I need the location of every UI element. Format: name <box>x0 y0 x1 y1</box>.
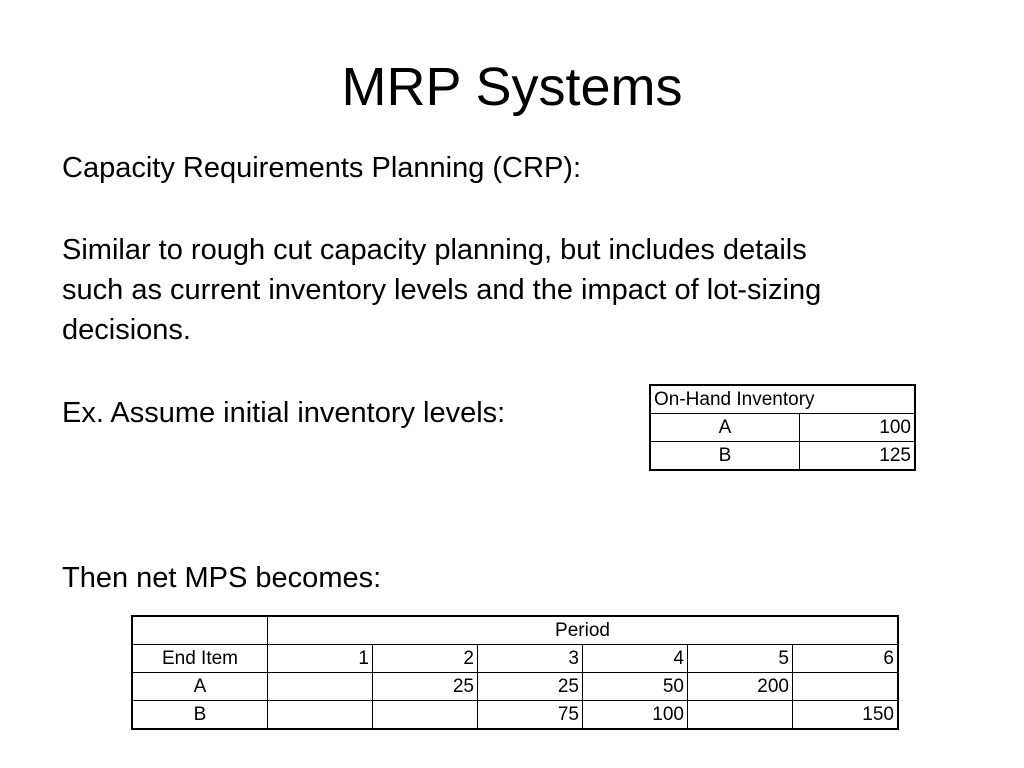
mps-value-cell: 75 <box>478 701 583 730</box>
slide-title: MRP Systems <box>341 57 683 117</box>
mps-value-cell: 25 <box>478 673 583 701</box>
period-number-cell: 6 <box>793 645 899 673</box>
description-line-2: such as current inventory levels and the impact of lot-sizing <box>62 274 822 306</box>
mps-value-cell: 150 <box>793 701 899 730</box>
period-number-cell: 3 <box>478 645 583 673</box>
inventory-header: On-Hand Inventory <box>650 385 915 414</box>
period-header: Period <box>268 616 899 645</box>
period-number-cell: 5 <box>688 645 793 673</box>
mps-value-cell <box>373 701 478 730</box>
then-text: Then net MPS becomes: <box>62 562 382 594</box>
inventory-qty-cell: 100 <box>800 414 916 442</box>
inventory-item-cell: B <box>650 442 800 471</box>
section-subtitle: Capacity Requirements Planning (CRP): <box>62 152 581 184</box>
mps-table <box>131 615 899 730</box>
mps-value-cell <box>268 701 373 730</box>
empty-corner-cell <box>132 616 268 645</box>
mps-value-cell <box>793 673 899 701</box>
description-line-3: decisions. <box>62 314 191 346</box>
mps-value-cell: 50 <box>583 673 688 701</box>
mps-value-cell: 200 <box>688 673 793 701</box>
table-row <box>132 673 898 701</box>
period-number-cell: 2 <box>373 645 478 673</box>
description-line-1: Similar to rough cut capacity planning, but includes details <box>62 234 807 266</box>
inventory-header-row <box>650 385 915 414</box>
table-row <box>132 701 898 730</box>
period-number-cell: 1 <box>268 645 373 673</box>
inventory-item-cell: A <box>650 414 800 442</box>
mps-value-cell: 25 <box>373 673 478 701</box>
mps-value-cell <box>688 701 793 730</box>
mps-period-header-row <box>132 616 898 645</box>
table-row <box>650 442 915 471</box>
mps-column-header-row <box>132 645 898 673</box>
end-item-cell: A <box>132 673 268 701</box>
end-item-header: End Item <box>132 645 268 673</box>
table-row <box>650 414 915 442</box>
inventory-qty-cell: 125 <box>800 442 916 471</box>
end-item-cell: B <box>132 701 268 730</box>
inventory-table <box>649 384 916 471</box>
example-text: Ex. Assume initial inventory levels: <box>62 397 506 429</box>
mps-value-cell: 100 <box>583 701 688 730</box>
mps-value-cell <box>268 673 373 701</box>
period-number-cell: 4 <box>583 645 688 673</box>
